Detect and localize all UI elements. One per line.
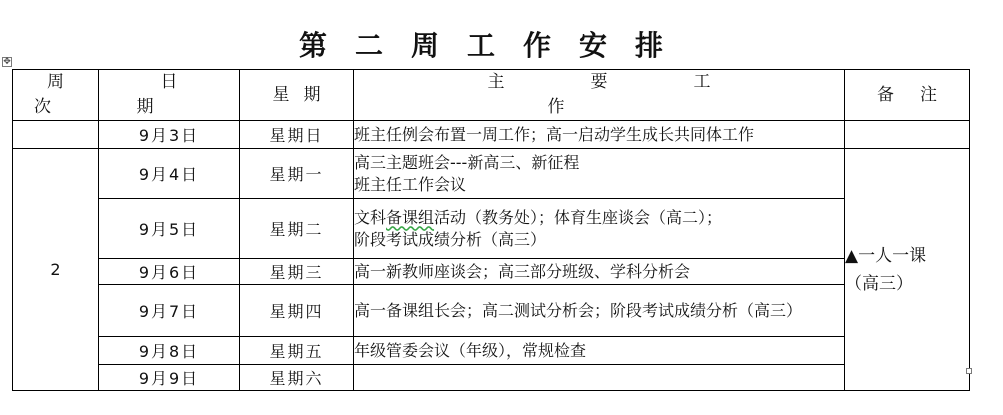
week-number-cell[interactable]: 2 [13, 149, 99, 391]
header-day: 星期 [240, 70, 354, 121]
work-cell[interactable] [354, 259, 845, 285]
date-cell[interactable]: 9月6日 [99, 259, 240, 285]
work-line: 年级管委会议（年级），常规检查 [354, 340, 587, 360]
schedule-table [12, 69, 970, 391]
table-move-handle-icon[interactable]: ✥ [3, 57, 11, 67]
date-cell[interactable]: 9月7日 [99, 285, 240, 337]
date-cell[interactable]: 9月5日 [99, 199, 240, 259]
header-date: 日期 [99, 70, 240, 121]
work-cell[interactable] [354, 365, 845, 391]
note-line: （高三） [845, 273, 913, 294]
date-cell[interactable]: 9月8日 [99, 337, 240, 365]
table-row [13, 337, 970, 365]
day-cell[interactable]: 星期日 [240, 121, 354, 149]
page-title: 第二周工作安排 [298, 29, 691, 62]
day-cell[interactable]: 星期六 [240, 365, 354, 391]
note-line: ▲一人一课 [845, 245, 927, 266]
work-line: 班主任工作会议 [354, 174, 467, 194]
date-cell[interactable]: 9月4日 [99, 149, 240, 199]
table-row [13, 285, 970, 337]
table-row [13, 199, 970, 259]
work-line: 高三主题班会---新高三、新征程 [354, 152, 580, 172]
table-resize-handle-icon[interactable] [966, 368, 972, 374]
header-week: 周次 [13, 70, 99, 121]
work-line [354, 207, 844, 229]
table-row [13, 259, 970, 285]
note-cell[interactable] [845, 149, 970, 391]
header-main-work: 主要工作 [354, 70, 845, 121]
work-cell[interactable] [354, 337, 845, 365]
table-row [13, 121, 970, 149]
work-line: 班主任例会布置一周工作；高一启动学生成长共同体工作 [354, 124, 755, 144]
day-cell[interactable]: 星期四 [240, 285, 354, 337]
day-cell[interactable]: 星期一 [240, 149, 354, 199]
work-line: 高一备课组长会；高二测试分析会；阶段考试成绩分析（高三） [354, 300, 803, 320]
week-cell-empty[interactable] [13, 121, 99, 149]
work-cell[interactable] [354, 121, 845, 149]
table-row [13, 365, 970, 391]
header-row [13, 70, 970, 121]
day-cell[interactable]: 星期五 [240, 337, 354, 365]
work-text: 文科 [354, 207, 387, 227]
spellcheck-flagged-text: 备课组 [386, 207, 435, 227]
day-cell[interactable]: 星期三 [240, 259, 354, 285]
work-cell[interactable] [354, 285, 845, 337]
header-note: 备注 [845, 70, 970, 121]
work-line: 阶段考试成绩分析（高三） [354, 229, 547, 249]
work-text: 活动（教务处）；体育生座谈会（高二）； [434, 207, 723, 227]
date-cell[interactable]: 9月3日 [99, 121, 240, 149]
date-cell[interactable]: 9月9日 [99, 365, 240, 391]
note-cell-empty[interactable] [845, 121, 970, 149]
table-row [13, 149, 970, 199]
work-line: 高一新教师座谈会；高三部分班级、学科分析会 [354, 261, 691, 281]
work-cell[interactable] [354, 149, 845, 199]
day-cell[interactable]: 星期二 [240, 199, 354, 259]
work-cell[interactable] [354, 199, 845, 259]
